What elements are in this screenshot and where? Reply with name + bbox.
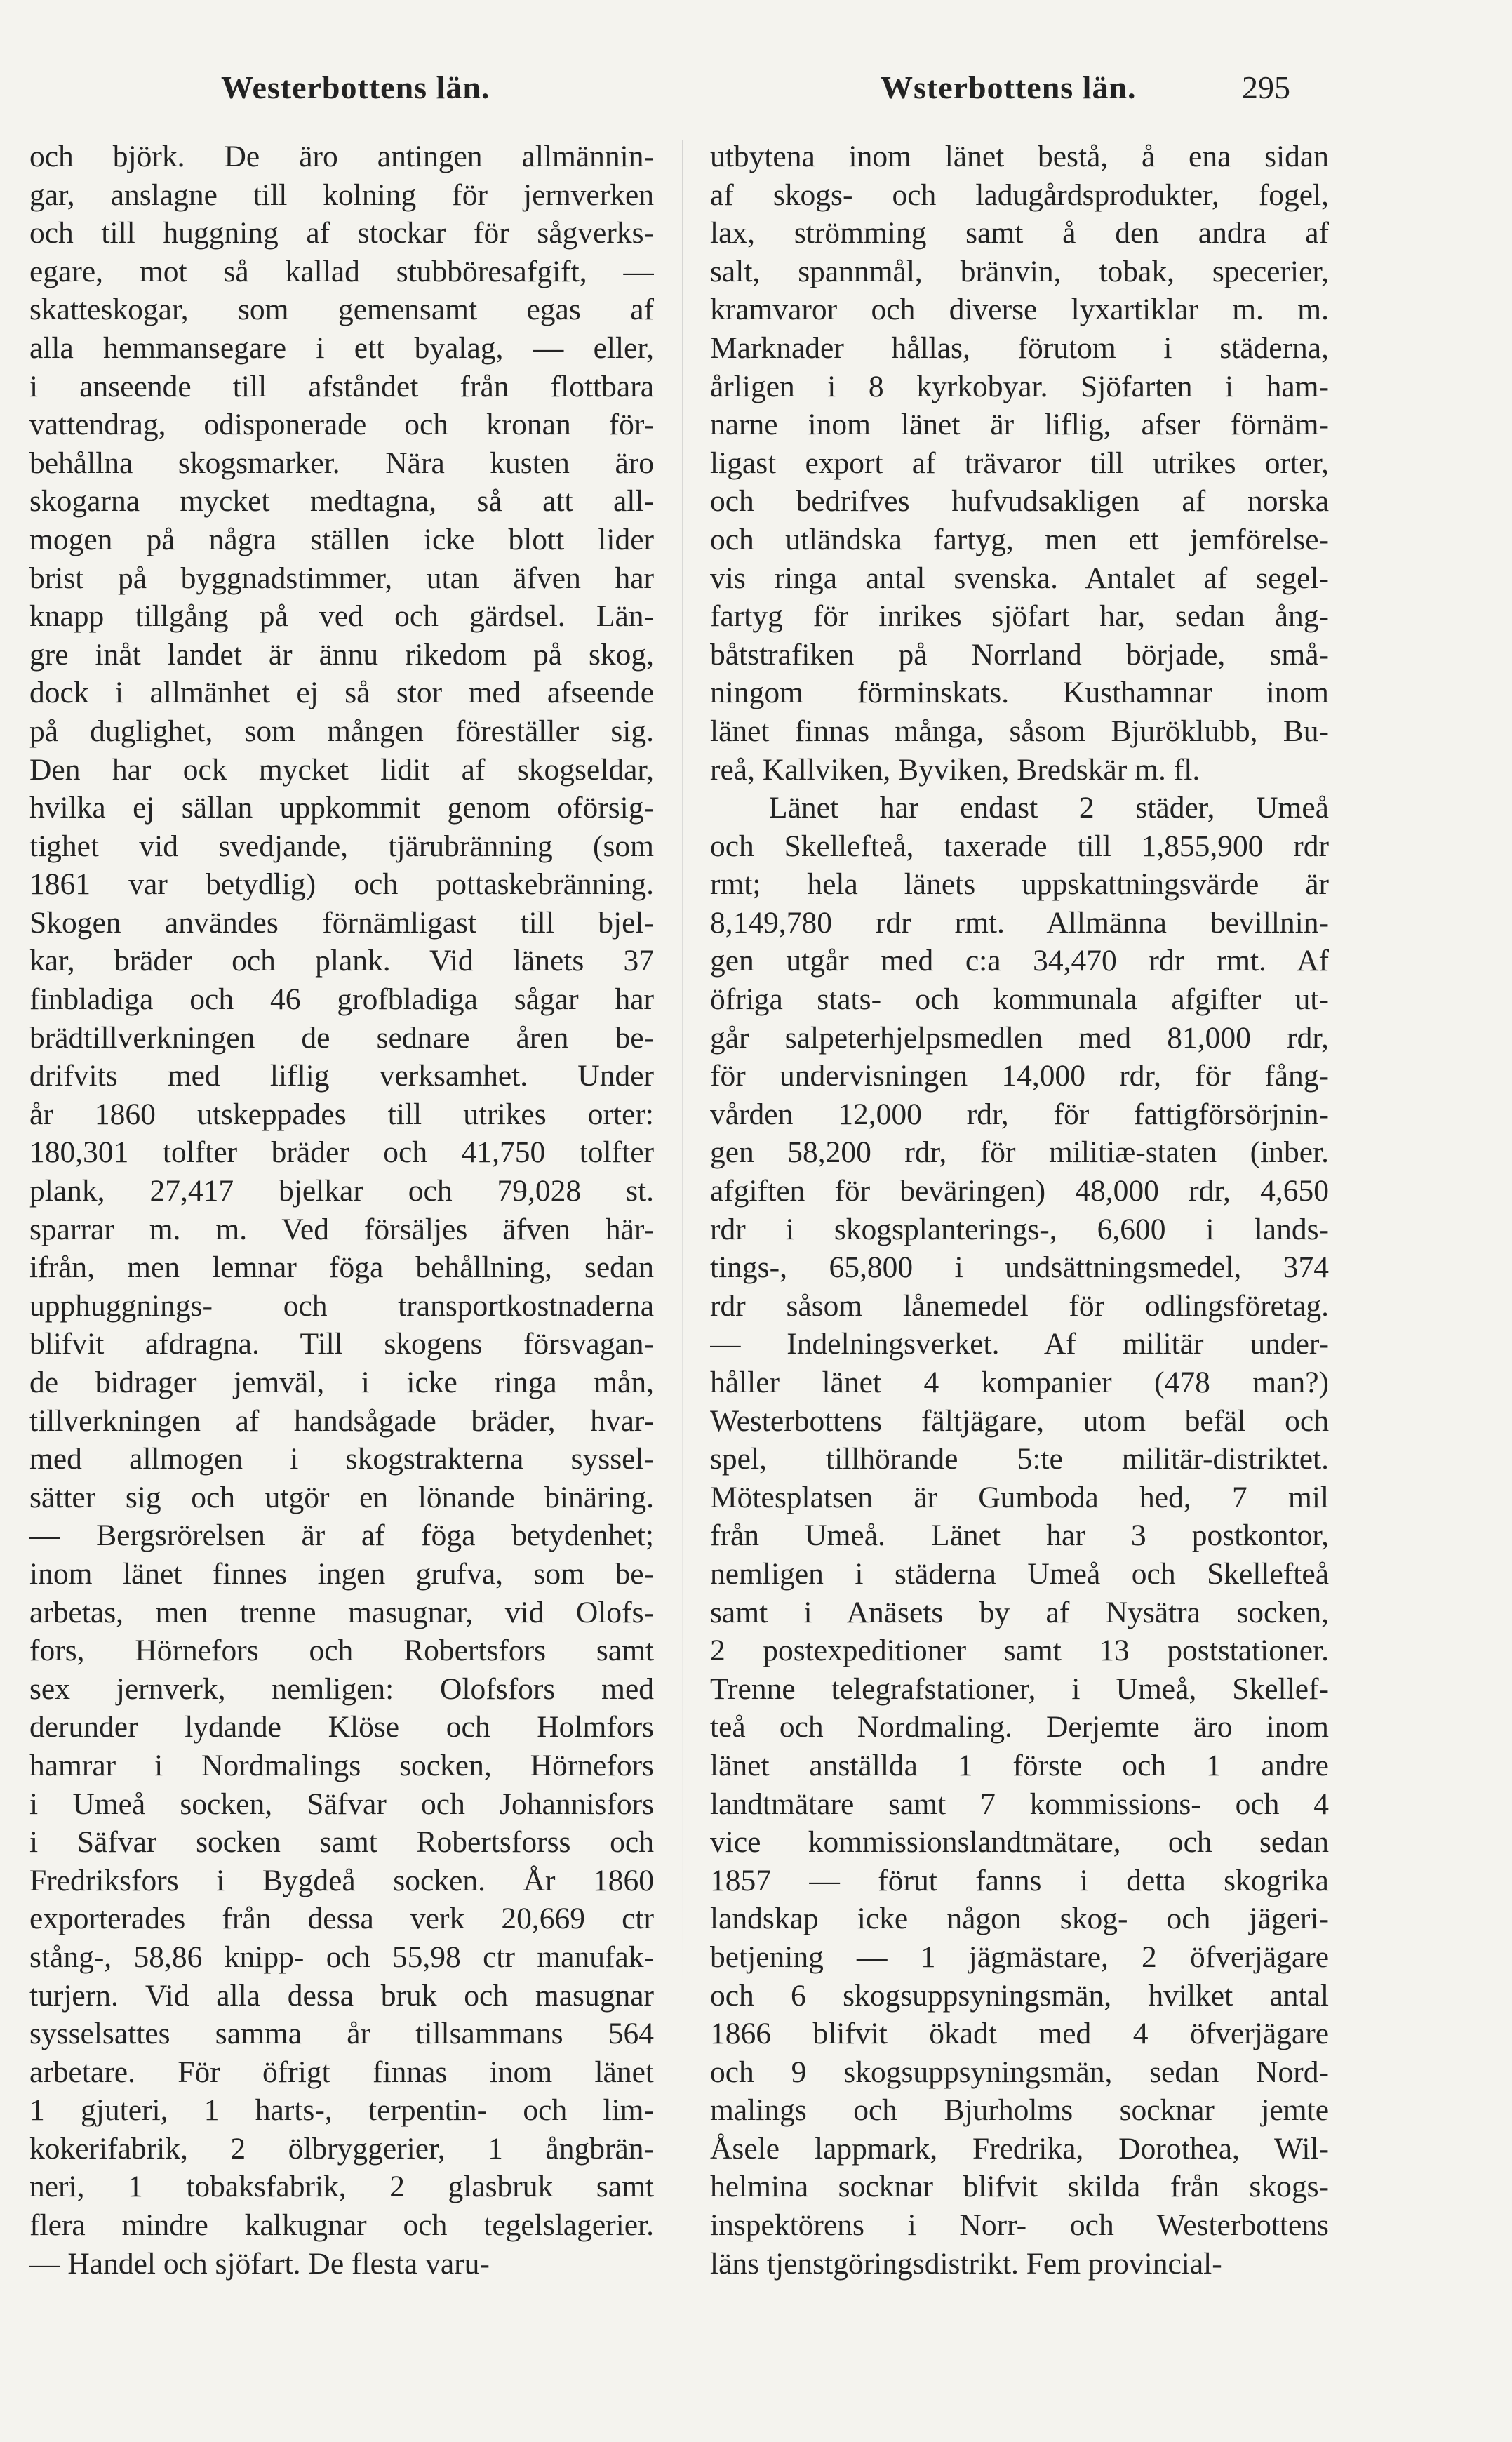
text-line: 1861 var betydlig) och pottaskebränning. (29, 867, 654, 902)
text-line: tighet vid svedjande, tjärubränning (som (29, 829, 654, 863)
text-line: Mötesplatsen är Gumboda hed, 7 mil (710, 1480, 1329, 1514)
text-line: och 9 skogsuppsyningsmän, sedan Nord- (710, 2055, 1329, 2089)
text-line: kar, bräder och plank. Vid länets 37 (29, 944, 654, 978)
text-line: länet finnas många, såsom Bjuröklubb, Bu- (710, 714, 1329, 748)
text-line: Trenne telegrafstationer, i Umeå, Skellef- (710, 1672, 1329, 1706)
right-text-column (710, 138, 1329, 2283)
text-line: blifvit afdragna. Till skogens försvagan- (29, 1327, 654, 1361)
text-line: 1 gjuteri, 1 harts-, terpentin- och lim- (29, 2093, 654, 2128)
page-number: 295 (1242, 69, 1290, 105)
text-line: teå och Nordmaling. Derjemte äro inom (710, 1710, 1329, 1744)
text-line: Westerbottens fältjägare, utom befäl och (710, 1403, 1329, 1438)
text-line: sparrar m. m. Ved försäljes äfven här- (29, 1212, 654, 1246)
text-line: brädtillverkningen de sednare åren be- (29, 1020, 654, 1055)
text-line: lax, strömming samt å den andra af (710, 216, 1329, 251)
text-line: arbetare. För öfrigt finnas inom länet (29, 2055, 654, 2089)
running-header-left: Westerbottens län. (221, 69, 490, 105)
text-line: plank, 27,417 bjelkar och 79,028 st. (29, 1174, 654, 1208)
text-line: gre inåt landet är ännu rikedom på skog, (29, 637, 654, 672)
text-line: af skogs- och ladugårdsprodukter, fogel, (710, 178, 1329, 212)
text-line: — Bergsrörelsen är af föga betydenhet; (29, 1519, 654, 1553)
text-line: utbytena inom länet bestå, å ena sidan (710, 140, 1329, 173)
text-line: rdr såsom lånemedel för odlingsföretag. (710, 1288, 1329, 1323)
text-line: i Umeå socken, Säfvar och Johannisfors (29, 1787, 654, 1821)
text-line: från Umeå. Länet har 3 postkontor, (710, 1519, 1329, 1553)
text-line: inspektörens i Norr- och Westerbottens (710, 2208, 1329, 2243)
text-line: och 6 skogsuppsyningsmän, hvilket antal (710, 1978, 1329, 2013)
text-line: och björk. De äro antingen allmännin- (29, 140, 654, 173)
text-line: och Skellefteå, taxerade till 1,855,900 rdr (710, 829, 1329, 863)
text-line: och till huggning af stockar för sågverks- (29, 216, 654, 251)
text-line: stång-, 58,86 knipp- och 55,98 ctr manufak- (29, 1940, 654, 1974)
text-line: gen 58,200 rdr, för militiæ-staten (inber. (710, 1135, 1329, 1170)
text-line: exporterades från dessa verk 20,669 ctr (29, 1902, 654, 1936)
text-line: inom länet finnes ingen grufva, som be- (29, 1556, 654, 1591)
text-line: spel, tillhörande 5:te militär-distriktet. (710, 1442, 1329, 1476)
text-line: och bedrifves hufvudsakligen af norska (710, 484, 1329, 519)
text-line: gen utgår med c:a 34,470 rdr rmt. Af (710, 944, 1329, 978)
text-line: reå, Kallviken, Byviken, Bredskär m. fl. (710, 752, 1200, 787)
text-line: år 1860 utskeppades till utrikes orter: (29, 1097, 654, 1131)
text-line: drifvits med liflig verksamhet. Under (29, 1059, 654, 1093)
text-line: 2 postexpeditioner samt 13 poststationer. (710, 1634, 1329, 1668)
text-line: egare, mot så kallad stubböresafgift, — (29, 254, 654, 288)
text-line: nemligen i städerna Umeå och Skellefteå (710, 1556, 1329, 1591)
text-line: brist på byggnadstimmer, utan äfven har (29, 561, 654, 595)
text-line: rmt; hela länets uppskattningsvärde är (710, 867, 1329, 902)
text-line: 1866 blifvit ökadt med 4 öfverjägare (710, 2017, 1329, 2051)
text-line: helmina socknar blifvit skilda från skogs- (710, 2170, 1329, 2204)
text-line: läns tjenstgöringsdistrikt. Fem provincial- (710, 2246, 1222, 2281)
text-line: ningom förminskats. Kusthamnar inom (710, 676, 1329, 710)
text-line: 8,149,780 rdr rmt. Allmänna bevillnin- (710, 905, 1329, 940)
text-line: 1857 — förut fanns i detta skogrika (710, 1863, 1329, 1897)
text-line: derunder lydande Klöse och Holmfors (29, 1710, 654, 1744)
text-line: kokerifabrik, 2 ölbryggerier, 1 ångbrän- (29, 2131, 654, 2166)
text-line: landtmätare samt 7 kommissions- och 4 (710, 1787, 1329, 1821)
left-text-column (29, 138, 654, 2283)
text-line: fors, Hörnefors och Robertsfors samt (29, 1634, 654, 1668)
text-line: arbetas, men trenne masugnar, vid Olofs- (29, 1595, 654, 1629)
text-line: fartyg för inrikes sjöfart har, sedan ång- (710, 599, 1329, 634)
text-line: behållna skogsmarker. Nära kusten äro (29, 446, 654, 480)
text-line: ligast export af trävaror till utrikes orter, (710, 446, 1329, 480)
text-line: och utländska fartyg, men ett jemförelse- (710, 522, 1329, 556)
text-line: rdr i skogsplanterings-, 6,600 i lands- (710, 1212, 1329, 1246)
text-line: länet anställda 1 förste och 1 andre (710, 1748, 1329, 1782)
text-line: Åsele lappmark, Fredrika, Dorothea, Wil- (710, 2131, 1329, 2166)
text-line: afgiften för beväringen) 48,000 rdr, 4,650 (710, 1174, 1329, 1208)
text-line: finbladiga och 46 grofbladiga sågar har (29, 982, 654, 1017)
text-line: vice kommissionslandtmätare, och sedan (710, 1825, 1329, 1860)
text-line: malings och Bjurholms socknar jemte (710, 2093, 1329, 2128)
text-line: årligen i 8 kyrkobyar. Sjöfarten i ham- (710, 369, 1329, 403)
text-line: öfriga stats- och kommunala afgifter ut- (710, 982, 1329, 1017)
text-line: mogen på några ställen icke blott lider (29, 522, 654, 556)
text-line: båtstrafiken på Norrland började, små- (710, 637, 1329, 672)
text-line: vis ringa antal svenska. Antalet af segel- (710, 561, 1329, 595)
text-line: i Säfvar socken samt Robertsforss och (29, 1825, 654, 1860)
text-line: — Handel och sjöfart. De flesta varu- (29, 2246, 490, 2281)
text-line: de bidrager jemväl, i icke ringa mån, (29, 1366, 654, 1399)
text-line: i anseende till afståndet från flottbara (29, 369, 654, 403)
text-line: ifrån, men lemnar föga behållning, sedan (29, 1250, 654, 1285)
text-line: salt, spannmål, bränvin, tobak, specerier, (710, 254, 1329, 288)
text-line: på duglighet, som mången föreställer sig. (29, 714, 654, 748)
text-line: för undervisningen 14,000 rdr, för fång- (710, 1059, 1329, 1093)
text-line: skogarna mycket medtagna, så att all- (29, 484, 654, 519)
text-line: dock i allmänhet ej så stor med afseende (29, 676, 654, 710)
text-line: Fredriksfors i Bygdeå socken. År 1860 (29, 1863, 654, 1897)
text-line: flera mindre kalkugnar och tegelslagerier. (29, 2208, 654, 2243)
text-line: med allmogen i skogstrakterna syssel- (29, 1442, 654, 1476)
text-line: turjern. Vid alla dessa bruk och masugnar (29, 1978, 654, 2013)
text-line: kramvaror och diverse lyxartiklar m. m. (710, 293, 1329, 327)
text-line: 180,301 tolfter bräder och 41,750 tolfter (29, 1135, 654, 1170)
column-divider (682, 140, 683, 2000)
text-line: Den har ock mycket lidit af skogseldar, (29, 752, 654, 787)
text-line: betjening — 1 jägmästare, 2 öfverjägare (710, 1940, 1329, 1974)
text-line: går salpeterhjelpsmedlen med 81,000 rdr, (710, 1020, 1329, 1055)
text-line: narne inom länet är liflig, afser förnäm- (710, 408, 1329, 442)
text-line: håller länet 4 kompanier (478 man?) (710, 1366, 1329, 1399)
text-line: tillverkningen af handsågade bräder, hvar- (29, 1403, 654, 1438)
running-header-right: Wsterbottens län. (881, 69, 1137, 105)
text-line: upphuggnings- och transportkostnaderna (29, 1288, 654, 1323)
text-line: skatteskogar, som gemensamt egas af (29, 293, 654, 327)
text-line: gar, anslagne till kolning för jernverken (29, 178, 654, 212)
text-line: landskap icke någon skog- och jägeri- (710, 1902, 1329, 1936)
text-line: sysselsattes samma år tillsammans 564 (29, 2017, 654, 2051)
text-line: Länet har endast 2 städer, Umeå (769, 791, 1329, 825)
text-line: knapp tillgång på ved och gärdsel. Län- (29, 599, 654, 634)
text-line: Skogen användes förnämligast till bjel- (29, 905, 654, 940)
text-line: vården 12,000 rdr, för fattigförsörjnin- (710, 1097, 1329, 1131)
text-line: samt i Anäsets by af Nysätra socken, (710, 1595, 1329, 1629)
text-line: sex jernverk, nemligen: Olofsfors med (29, 1672, 654, 1706)
text-line: Marknader hållas, förutom i städerna, (710, 331, 1329, 365)
text-line: hvilka ej sällan uppkommit genom oförsig- (29, 791, 654, 825)
text-line: hamrar i Nordmalings socken, Hörnefors (29, 1748, 654, 1782)
text-line: vattendrag, odisponerade och kronan för- (29, 408, 654, 442)
text-line: tings-, 65,800 i undsättningsmedel, 374 (710, 1250, 1329, 1285)
text-line: sätter sig och utgör en lönande binäring. (29, 1480, 654, 1514)
text-line: neri, 1 tobaksfabrik, 2 glasbruk samt (29, 2170, 654, 2204)
text-line: — Indelningsverket. Af militär under- (710, 1327, 1329, 1361)
text-line: alla hemmansegare i ett byalag, — eller, (29, 331, 654, 365)
